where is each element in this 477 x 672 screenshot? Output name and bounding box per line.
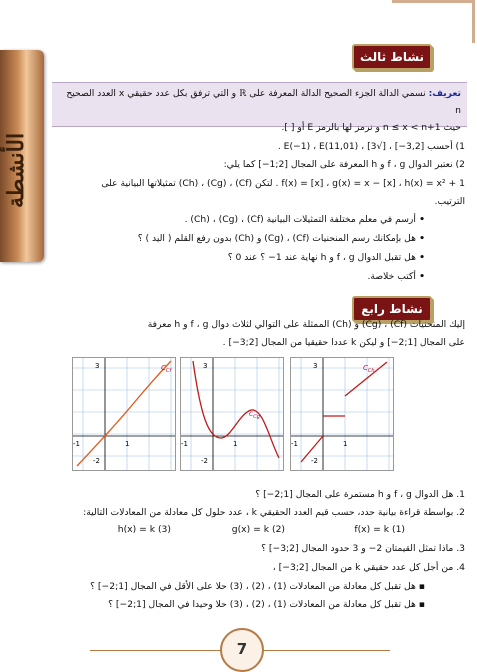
a3-question-1: 1) أحسب [3,2−] ، [√3] ، E(−1) ، E(11,01) . bbox=[277, 141, 465, 152]
activity3-title: نشاط ثالث bbox=[352, 44, 432, 70]
svg-text:CCg: $C_{Cg}$ bbox=[249, 411, 260, 420]
a4-equation-2: g(x) = k (2) bbox=[231, 524, 285, 535]
graph-cg-y-bottom: -2 bbox=[201, 457, 208, 465]
graph-ch-x-left: -1 bbox=[291, 440, 298, 448]
definition-text: نسمي الدالة الجزء الصحيح الدالة المعرفة على ℝ و التي ترفق بكل عدد حقيقي x العدد الصحيح n bbox=[66, 88, 461, 116]
a3-question-2-line2: f(x) = [x] ، g(x) = x − [x] ، h(x) = x² + 1 . لتكن (Cf) ، (Cg) ، (Ch) تمثيلاتها البيانية على bbox=[101, 178, 465, 189]
a3-question-2-line3: الترتيب. bbox=[434, 196, 465, 207]
definition-line2: حيث n ≤ x < n+1 و نرمز لها بالرمز E أو [ ]. bbox=[281, 122, 461, 133]
a4-question-2: 2. بواسطة قراءة بيانية حدد، حسب قيم العدد الحقيقي k ، عدد حلول كل معادلة من المعادلات التالية: bbox=[83, 507, 465, 518]
graph-cg-x-left: -1 bbox=[181, 440, 188, 448]
graph-ch-y-bottom: -2 bbox=[311, 457, 318, 465]
graph-cf-y-bottom: -2 bbox=[93, 457, 100, 465]
a4-intro-line2: على المجال [1;2−] و ليكن k عددا حقيقيا من المجال [2;3−] . bbox=[222, 337, 465, 348]
graph-cg-x-right: 1 bbox=[233, 440, 238, 448]
a3-bullet: • هل بإمكانك رسم المنحنيات (Cf) ، (Cg) و (Ch) بدون رفع القلم ( اليد ) ؟ bbox=[138, 232, 425, 246]
a4-question-1: 1. هل الدوال f ، g و h مستمرة على المجال [1;2−] ؟ bbox=[255, 489, 465, 500]
a4-intro-line1: إليك المنحنيات (Cf) ، (Cg) و (Ch) الممثلة على التوالي لثلاث دوال f ، g و h معرفة bbox=[147, 319, 465, 330]
graph-cg-y-top: 3 bbox=[203, 362, 208, 370]
definition-line1 bbox=[58, 85, 461, 119]
page-number: 7 bbox=[220, 628, 264, 672]
a3-bullet: • أرسم في معلم مختلفة التمثيلات البيانية (Cf) ، (Cg) ، (Ch) . bbox=[185, 213, 425, 227]
a4-question-4: 4. من أجل كل عدد حقيقي k من المجال [2;3−] ، bbox=[272, 562, 465, 573]
a3-bullet: • هل تقبل الدوال f ، g و h نهاية عند 1− ؟ عند 0 ؟ bbox=[228, 251, 425, 265]
a4-question-3: 3. ماذا تمثل القيمتان 2− و 3 حدود المجال [2;3−] ؟ bbox=[261, 543, 465, 554]
activity4-title: نشاط رابع bbox=[352, 296, 432, 322]
corner-ornament bbox=[392, 0, 475, 43]
graph-ch-y-top: 3 bbox=[313, 362, 318, 370]
graph-cf-x-right: 1 bbox=[125, 440, 130, 448]
graph-cf-plot bbox=[73, 358, 175, 470]
a4-equation-1: f(x) = k (1) bbox=[354, 524, 405, 535]
graph-ch bbox=[290, 357, 394, 471]
graph-cg bbox=[180, 357, 284, 471]
a4-sub-bullet: ▪ هل تقبل كل معادلة من المعادلات (1) ، (2) ، (3) حلا على الأقل في المجال [1;2−] ؟ bbox=[90, 580, 425, 594]
graph-cf bbox=[72, 357, 176, 471]
side-banner-label: الأنشطة bbox=[3, 132, 29, 208]
svg-text:CCf: $C_{Cf}$ bbox=[161, 364, 172, 374]
a3-bullet: • أكتب خلاصة. bbox=[367, 270, 425, 284]
definition-box bbox=[52, 82, 467, 133]
a4-equation-3: h(x) = k (3) bbox=[117, 524, 171, 535]
graph-cf-x-left: -1 bbox=[73, 440, 80, 448]
svg-text:CCh: $C_{Ch}$ bbox=[363, 364, 375, 374]
definition-term: تعريف: bbox=[428, 88, 461, 99]
graph-ch-x-right: 1 bbox=[343, 440, 348, 448]
graph-cg-plot bbox=[181, 358, 283, 470]
a3-question-2-line1: 2) نعتبر الدوال f ، g و h المعرفة على المجال [2;1−] كما يلي: bbox=[223, 159, 465, 170]
graph-ch-plot bbox=[291, 358, 393, 470]
a4-sub-bullet: ▪ هل تقبل كل معادلة من المعادلات (1) ، (2) ، (3) حلا وحيدا في المجال [1;2−] ؟ bbox=[108, 598, 425, 612]
graph-cf-y-top: 3 bbox=[95, 362, 100, 370]
